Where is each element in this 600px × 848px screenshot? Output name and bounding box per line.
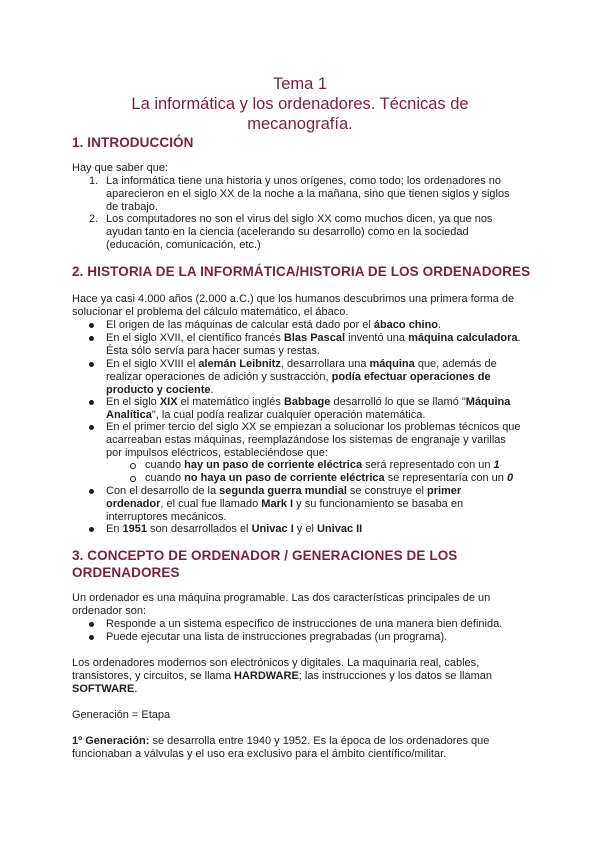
list-item-line: Ésta sólo servía para hacer sumas y restas. (106, 345, 320, 357)
paragraph: Generación = Etapa (72, 709, 171, 721)
doc-title-line: La informática y los ordenadores. Técnicas de (131, 95, 469, 113)
paragraph: Hace ya casi 4.000 años (2.000 a.C.) que los humanos descubrimos una primera forma de (72, 293, 515, 305)
section-heading: 2. HISTORIA DE LA INFORMÁTICA/HISTORIA DE LOS ORDENADORES (72, 264, 531, 279)
list-item: Responde a un sistema específico de instrucciones de una manera bien definida. (106, 618, 503, 630)
sub-list-item: cuando hay un paso de corriente eléctrica será representado con un 1 (145, 459, 500, 471)
sub-list-item: cuando no haya un paso de corriente eléctrica se representaría con un 0 (145, 472, 514, 484)
list-item: En el siglo XVIII el alemán Leibnitz, desarrollara una máquina que, además de (106, 358, 497, 370)
paragraph: solucionar el problema del cálculo matemático, el ábaco. (72, 306, 349, 318)
list-item-line: En el primer tercio del siglo XX se empiezan a solucionar los problemas técnicos que (106, 421, 521, 433)
doc-title-topic: Tema 1 (272, 75, 328, 93)
list-number: 2. (89, 213, 99, 225)
bullet-icon (89, 323, 94, 328)
paragraph: SOFTWARE. (72, 683, 138, 695)
paragraph: Hay que saber que: (72, 162, 169, 174)
list-item-line: realizar operaciones de adición y sustracción, podía efectuar operaciones de (106, 371, 491, 383)
bullet-icon (89, 400, 94, 405)
paragraph: funcionaban a válvulas y el uso era exclusivo para el ámbito científico/militar. (72, 748, 447, 760)
bullet-icon (89, 336, 94, 341)
bullet-icon (89, 489, 94, 494)
list-item-line: ayudan tanto en la ciencia (acelerando su desarrollo) como en la sociedad (106, 226, 469, 238)
list-item: El origen de las máquinas de calcular está dado por el ábaco chino. (106, 319, 442, 331)
list-item: Puede ejecutar una lista de instrucciones pregrabadas (un programa). (106, 631, 448, 643)
paragraph: Un ordenador es una máquina programable. Las dos características principales de un (72, 592, 491, 604)
list-item-line: aparecieron en el siglo XX de la noche a la mañana, sino que tienen siglos y siglos (106, 188, 510, 200)
list-item: Con el desarrollo de la segunda guerra mundial se construye el primer (106, 485, 462, 497)
list-item: En el siglo XVII, el científico francés Blas Pascal inventó una máquina calculadora. (106, 332, 521, 344)
bullet-icon (89, 362, 94, 367)
paragraph: transistores, y circuitos, se llama HARDWARE; las instrucciones y los datos se llaman (72, 670, 492, 682)
list-item: En 1951 son desarrollados el Univac I y el Univac II (106, 523, 363, 535)
list-number: 1. (89, 175, 99, 187)
sub-bullet-icon (130, 463, 136, 469)
bullet-icon (89, 622, 94, 627)
bullet-icon (89, 425, 94, 430)
bullet-icon (89, 527, 94, 532)
paragraph: 1º Generación: se desarrolla entre 1940 y 1952. Es la época de los ordenadores que (72, 735, 490, 747)
paragraph: ordenador son: (72, 605, 146, 617)
section-heading: 1. INTRODUCCIÓN (72, 135, 194, 150)
list-item-line: por impulsos eléctricos, estableciéndose que: (106, 447, 328, 459)
list-item-line: Analítica", la cual podía realizar cualquier operación matemática. (106, 409, 426, 421)
list-item-line: La informática tiene una historia y unos orígenes, como todo; los ordenadores no (106, 175, 502, 187)
section-heading: 3. CONCEPTO DE ORDENADOR / GENERACIONES DE LOS (72, 548, 458, 563)
list-item-line: producto y cociente. (106, 384, 214, 396)
bullet-icon (89, 635, 94, 640)
list-item: En el siglo XIX el matemático inglés Babbage desarrolló lo que se llamó "Máquina (106, 396, 511, 408)
section-heading: ORDENADORES (72, 565, 180, 580)
doc-title-line: mecanografía. (247, 115, 353, 133)
list-item-line: Los computadores no son el virus del siglo XX como muchos dicen, ya que nos (106, 213, 493, 225)
list-item-line: (educación, comunicación, etc.) (106, 239, 261, 251)
paragraph: Los ordenadores modernos son electrónicos y digitales. La maquinaria real, cables, (72, 657, 480, 669)
list-item-line: acarreaban estas máquinas, reemplazándose los sistemas de engranaje y varillas (106, 434, 506, 446)
list-item-line: ordenador, el cual fue llamado Mark I y su funcionamiento se basaba en (106, 498, 464, 510)
list-item-line: de trabajo. (106, 201, 158, 213)
sub-bullet-icon (130, 476, 136, 482)
list-item-line: interruptores mecánicos. (106, 511, 227, 523)
